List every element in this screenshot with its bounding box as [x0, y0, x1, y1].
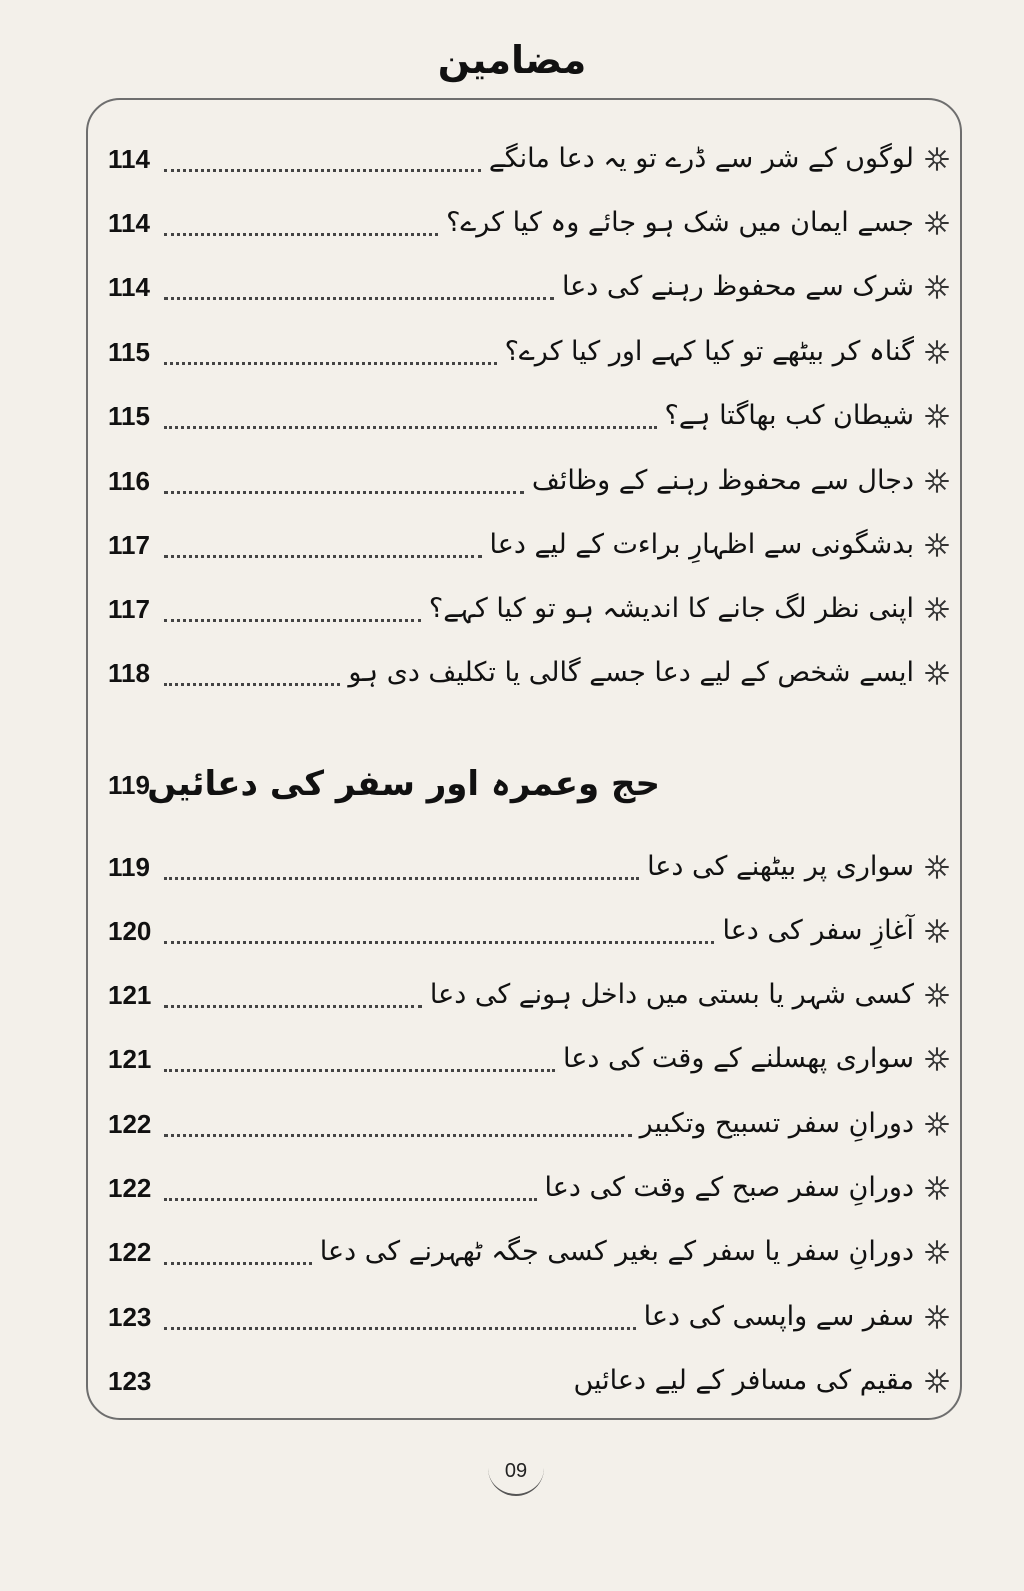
entry-title: ایسے شخص کے لیے دعا جسے گالی یا تکلیف دی ہو: [348, 657, 914, 688]
dot-leader: [164, 1198, 537, 1201]
toc-entry[interactable]: [108, 456, 950, 506]
dot-leader: [164, 1327, 636, 1330]
page-number: 117: [108, 594, 150, 624]
dot-leader: [164, 619, 421, 622]
page-number: 114: [108, 272, 150, 302]
toc-entry[interactable]: [108, 842, 950, 892]
dot-leader: [164, 169, 481, 172]
entry-title: کسی شہر یا بستی میں داخل ہونے کی دعا: [429, 979, 914, 1010]
page-number: 121: [108, 980, 152, 1010]
dot-leader: [164, 555, 482, 558]
page-number: 115: [108, 401, 150, 431]
toc-entry[interactable]: [108, 198, 950, 248]
dot-leader: [164, 941, 714, 944]
page-number: 122: [108, 1109, 152, 1139]
dot-leader: [164, 1391, 565, 1394]
dot-leader: [164, 877, 639, 880]
page-number: 122: [108, 1173, 152, 1203]
dot-leader: [164, 362, 497, 365]
star-bullet-icon: [914, 456, 950, 506]
section-page-number: 119: [108, 770, 150, 800]
star-bullet-icon: [914, 584, 950, 634]
page-number: 121: [108, 1044, 152, 1074]
dot-leader: [164, 1262, 312, 1265]
toc-entry[interactable]: [108, 648, 950, 698]
toc-entry[interactable]: [108, 134, 950, 184]
toc-entry[interactable]: [108, 1356, 950, 1406]
entry-title: مقیم کی مسافر کے لیے دعائیں: [573, 1365, 914, 1396]
page-number: 115: [108, 337, 150, 367]
entry-title: دورانِ سفر صبح کے وقت کی دعا: [544, 1172, 914, 1203]
page-number: 114: [108, 144, 150, 174]
entry-title: سواری پر بیٹھنے کی دعا: [647, 851, 914, 882]
section-heading[interactable]: [108, 754, 950, 814]
dot-leader: [164, 297, 554, 300]
star-bullet-icon: [914, 906, 950, 956]
page-number: 118: [108, 658, 150, 688]
star-bullet-icon: [914, 391, 950, 441]
toc-entry[interactable]: [108, 1034, 950, 1084]
star-bullet-icon: [914, 648, 950, 698]
dot-leader: [164, 491, 524, 494]
dot-leader: [164, 426, 657, 429]
toc-entry[interactable]: [108, 1227, 950, 1277]
entry-title: لوگوں کے شر سے ڈرے تو یہ دعا مانگے: [488, 143, 914, 174]
toc-entry[interactable]: [108, 970, 950, 1020]
entry-title: آغازِ سفر کی دعا: [722, 915, 914, 946]
star-bullet-icon: [914, 1034, 950, 1084]
star-bullet-icon: [914, 327, 950, 377]
entry-title: شرک سے محفوظ رہنے کی دعا: [561, 271, 914, 302]
page-title: مضامین: [437, 38, 587, 82]
page-number: 123: [108, 1366, 152, 1396]
star-bullet-icon: [914, 1099, 950, 1149]
entry-title: سفر سے واپسی کی دعا: [643, 1301, 914, 1332]
dot-leader: [164, 1134, 632, 1137]
star-bullet-icon: [914, 134, 950, 184]
entry-title: سواری پھسلنے کے وقت کی دعا: [563, 1043, 914, 1074]
star-bullet-icon: [914, 1227, 950, 1277]
star-bullet-icon: [914, 842, 950, 892]
toc-entry[interactable]: [108, 262, 950, 312]
toc-entry[interactable]: [108, 391, 950, 441]
page-number: 120: [108, 916, 152, 946]
star-bullet-icon: [914, 1292, 950, 1342]
star-bullet-icon: [914, 262, 950, 312]
toc-entry[interactable]: [108, 520, 950, 570]
entry-title: دورانِ سفر یا سفر کے بغیر کسی جگہ ٹھہرنے کی دعا: [319, 1236, 914, 1267]
page-number: 123: [108, 1302, 152, 1332]
entry-title: شیطان کب بھاگتا ہے؟: [664, 400, 914, 431]
star-bullet-icon: [914, 970, 950, 1020]
star-bullet-icon: [914, 520, 950, 570]
entry-title: اپنی نظر لگ جانے کا اندیشہ ہو تو کیا کہے؟: [428, 593, 914, 624]
toc-entry[interactable]: [108, 906, 950, 956]
toc-entry[interactable]: [108, 1163, 950, 1213]
toc-entry[interactable]: [108, 584, 950, 634]
page-number: 114: [108, 208, 150, 238]
page-number: 117: [108, 530, 150, 560]
star-bullet-icon: [914, 1163, 950, 1213]
page-number: 119: [108, 852, 150, 882]
toc-entry[interactable]: [108, 327, 950, 377]
entry-title: دورانِ سفر تسبیح وتکبیر: [639, 1108, 914, 1139]
star-bullet-icon: [914, 1356, 950, 1406]
entry-title: گناہ کر بیٹھے تو کیا کہے اور کیا کرے؟: [504, 336, 914, 367]
page-number: 116: [108, 466, 150, 496]
toc-entry[interactable]: [108, 1099, 950, 1149]
entry-title: بدشگونی سے اظہارِ براءت کے لیے دعا: [489, 529, 914, 560]
entry-title: جسے ایمان میں شک ہو جائے وہ کیا کرے؟: [446, 207, 914, 238]
footer-page-number: 09: [488, 1454, 544, 1496]
section-title: حج وعمرہ اور سفر کی دعائیں: [147, 764, 660, 804]
toc-entry[interactable]: [108, 1292, 950, 1342]
dot-leader: [164, 683, 340, 686]
dot-leader: [164, 1005, 422, 1008]
dot-leader: [164, 1069, 555, 1072]
page-number: 122: [108, 1237, 152, 1267]
star-bullet-icon: [914, 198, 950, 248]
entry-title: دجال سے محفوظ رہنے کے وظائف: [531, 465, 914, 496]
dot-leader: [164, 233, 438, 236]
